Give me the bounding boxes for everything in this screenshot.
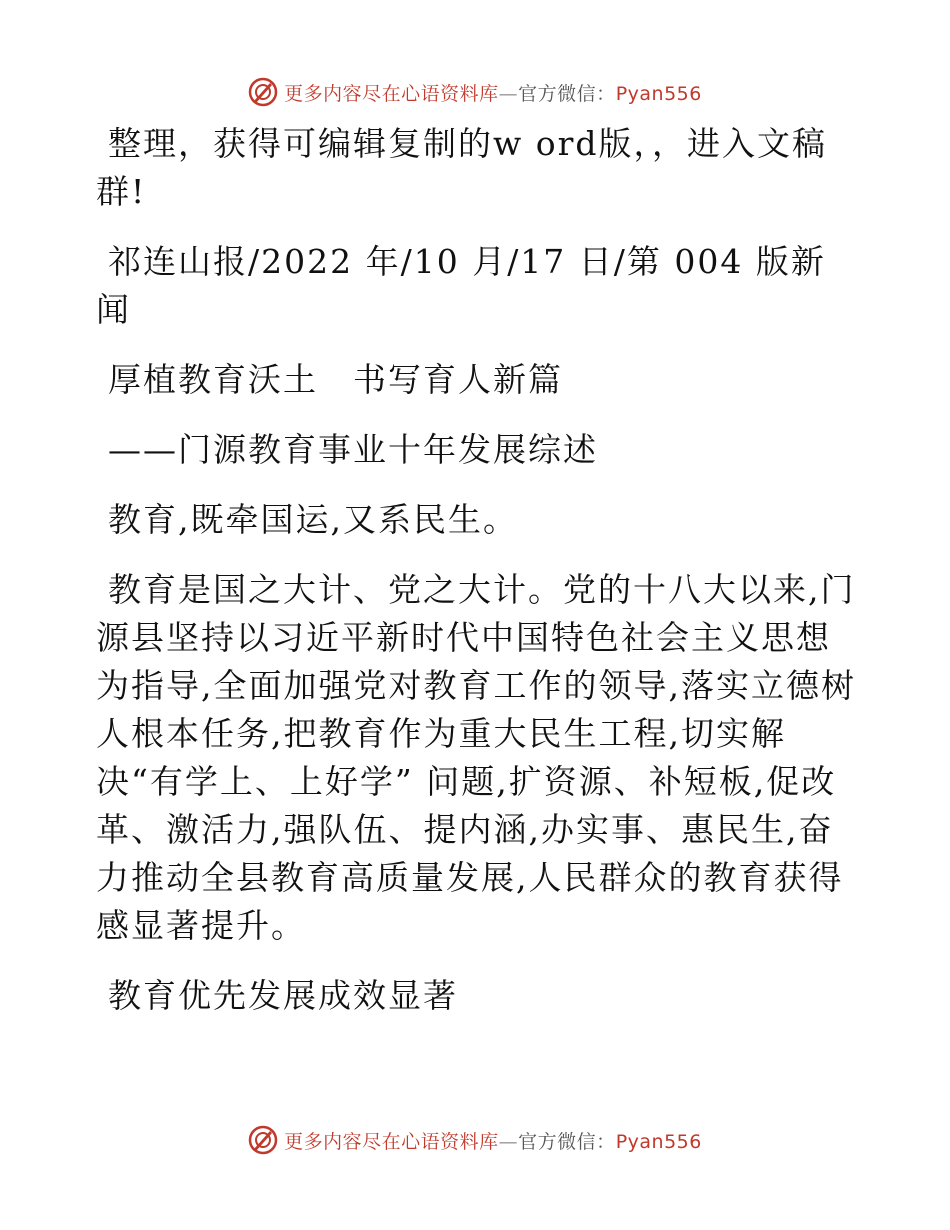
intro-paragraph: 整理，获得可编辑复制的w ord版，，进入文稿群! <box>96 124 828 211</box>
watermark-text: 更多内容尽在心语资料库—官方微信：Pyan556 <box>284 1130 702 1153</box>
article-subtitle: ——门源教育事业十年发展综述 <box>108 430 598 469</box>
source-line: 祁连山报/2022 年/10 月/17 日/第 004 版新闻 <box>96 242 826 329</box>
section-heading: 教育优先发展成效显著 <box>108 976 458 1015</box>
lead-paragraph: 教育,既牵国运,又系民生。 <box>108 500 518 539</box>
header-watermark <box>0 72 950 112</box>
document-body <box>96 120 856 1042</box>
watermark-text: 更多内容尽在心语资料库—官方微信：Pyan556 <box>284 82 702 105</box>
quill-logo-icon <box>248 77 278 107</box>
quill-logo-icon <box>248 1125 278 1155</box>
body-paragraph: 教育是国之大计、党之大计。党的十八大以来,门源县坚持以习近平新时代中国特色社会主义思想为指导,全面加强党对教育工作的领导,落实立德树人根本任务,把教育作为重大民生工程,切实解决“有学上、上好学” 问题,扩资源、补短板,促改革、激活力,强队伍、提内涵,办实事、惠民生,奋力推动全县教育高质量发展,人民群众的教育获得感显著提升。 <box>96 570 856 945</box>
footer-watermark <box>0 1120 950 1160</box>
article-title: 厚植教育沃土 书写育人新篇 <box>108 360 563 399</box>
